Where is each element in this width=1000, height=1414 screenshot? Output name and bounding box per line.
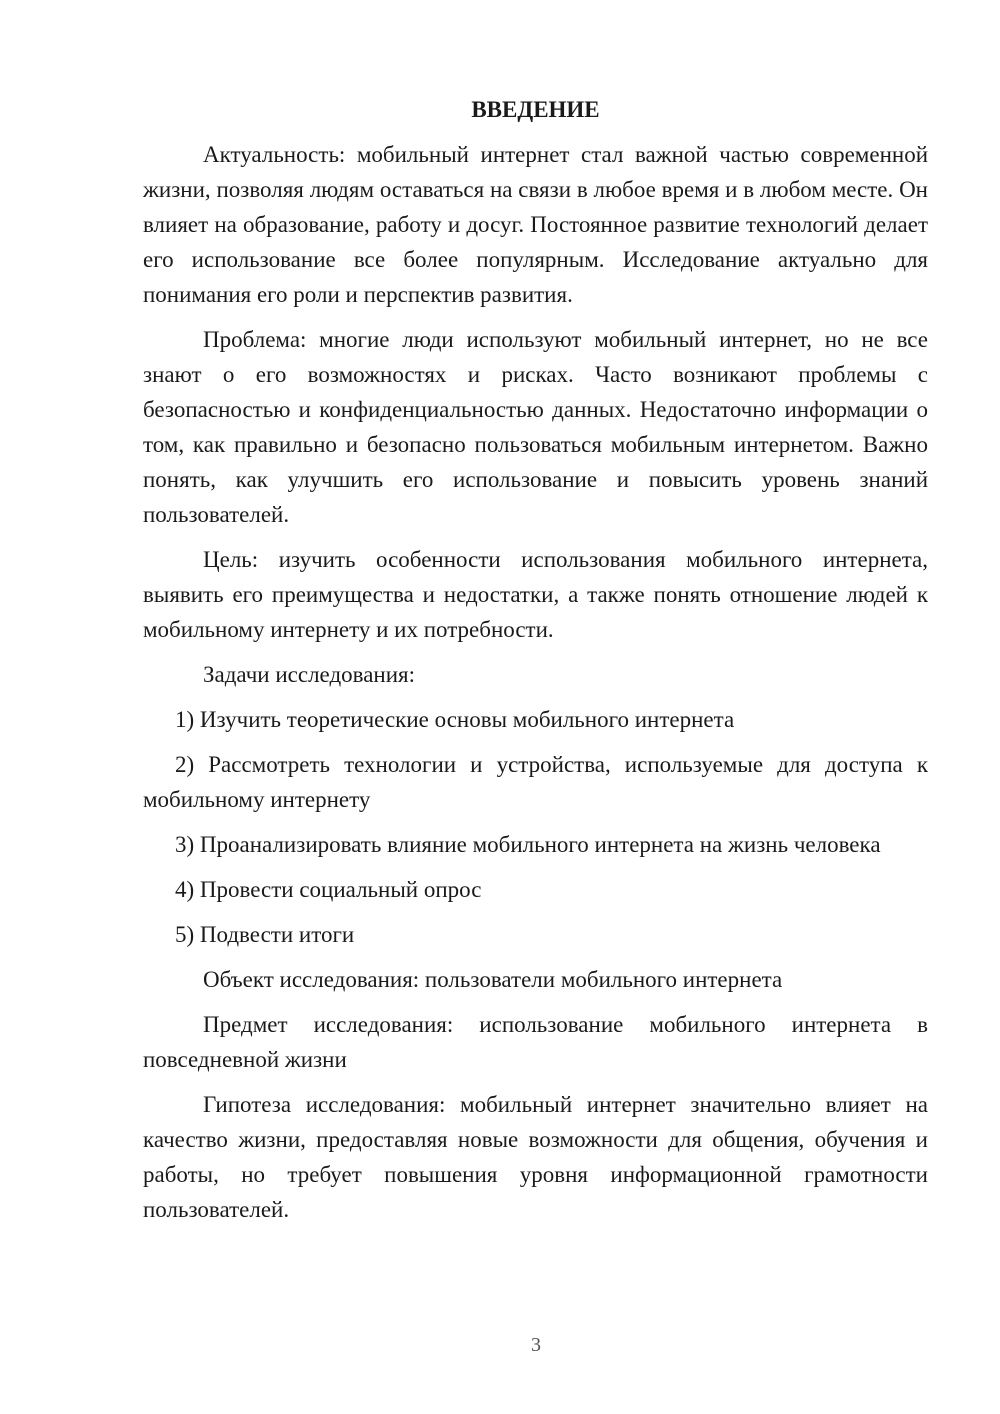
hypothesis-paragraph: Гипотеза исследования: мобильный интернет значительно влияет на качество жизни, предоставляя новые возможности для общения, обучения и работы, но требует повышения уровня информационной грамотности пользователей.	[143, 1092, 928, 1222]
task-item-2: 2) Рассмотреть технологии и устройства, используемые для доступа к мобильному интернету	[143, 752, 928, 812]
object-paragraph: Объект исследования: пользователи мобильного интернета	[203, 967, 783, 992]
task-item-3: 3) Проанализировать влияние мобильного интернета на жизнь человека	[175, 832, 881, 857]
section-title: ВВЕДЕНИЕ	[471, 97, 600, 122]
tasks-heading: Задачи исследования:	[203, 662, 416, 687]
page-number: 3	[531, 1334, 541, 1356]
document-body	[143, 92, 928, 1237]
task-item-4: 4) Провести социальный опрос	[175, 877, 482, 902]
relevance-paragraph: Актуальность: мобильный интернет стал важной частью современной жизни, позволяя людям оставаться на связи в любое время и в любом месте. Он влияет на образование, работу и досуг. Постоянное развитие технологий делает его использование все более популярным. Исследование актуально для понимания его роли и перспектив развития.	[143, 142, 928, 307]
task-item-1: 1) Изучить теоретические основы мобильного интернета	[175, 707, 735, 732]
problem-paragraph: Проблема: многие люди используют мобильный интернет, но не все знают о его возможностях и рисках. Часто возникают проблемы с безопасностью и конфиденциальностью данных. Недостаточно информации о том, как правильно и безопасно пользоваться мобильным интернетом. Важно понять, как улучшить его использование и повысить уровень знаний пользователей.	[143, 327, 928, 527]
goal-paragraph: Цель: изучить особенности использования мобильного интернета, выявить его преимущества и недостатки, а также понять отношение людей к мобильному интернету и их потребности.	[143, 547, 928, 642]
task-item-5: 5) Подвести итоги	[175, 922, 355, 947]
subject-paragraph: Предмет исследования: использование мобильного интернета в повседневной жизни	[143, 1012, 928, 1072]
